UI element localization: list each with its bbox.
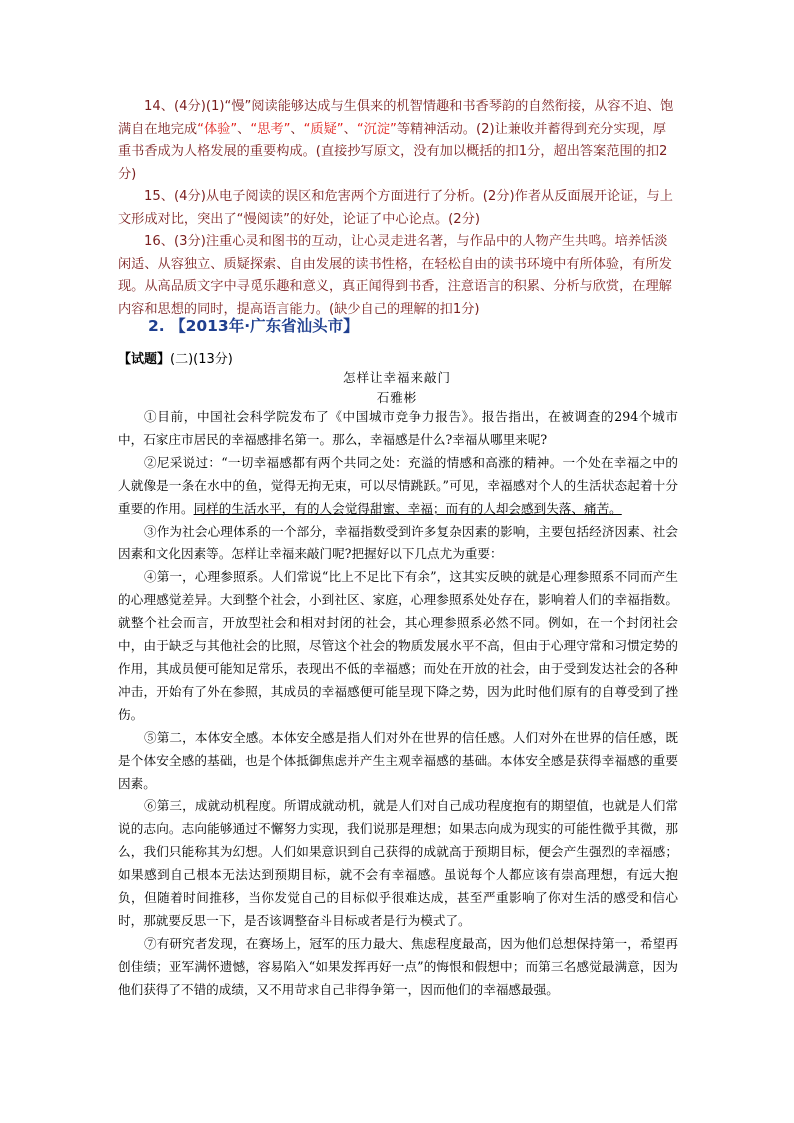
section-heading: 2. 【2013年·广东省汕头市】 bbox=[148, 317, 359, 335]
answer-14 bbox=[118, 96, 678, 186]
question-tag: 【试题】 bbox=[118, 352, 171, 367]
answer-16: 16、(3分)注重心灵和图书的互动，让心灵走进名著，与作品中的人物产生共鸣。培养恬淡闲适、从容独立、质疑探索、自由发展的读书性格，在轻松自由的读书环境中有所体验，有所发现。从高品质文字中寻觅乐趣和意义，真正闻得到书香，注意语言的积累、分析与欣赏，在理解内容和思想的同时，提高语言能力。(缺少自己的理解的扣1分) bbox=[118, 234, 672, 317]
separator: 、 bbox=[290, 121, 304, 137]
answer-15: 15、(4分)从电子阅读的误区和危害两个方面进行了分析。(2分)作者从反面展开论证，与上文形成对比，突出了“慢阅读”的好处，论证了中心论点。(2分) bbox=[118, 189, 673, 227]
keyword-zhiyi: “质疑” bbox=[303, 121, 344, 137]
answer-14-text-rest: 等精神活动。(2)让兼收并蓄得到充分实现，厚重书香成为人格发展的重要构成。(直接抄写原文，没有加以概括的扣1分，超出答案范围的扣2分) bbox=[118, 121, 668, 182]
paragraph-3: ③作为社会心理体系的一个部分，幸福指数受到许多复杂因素的影响，主要包括经济因素、社会因素和文化因素等。怎样让幸福来敲门呢?把握好以下几点尤为重要： bbox=[118, 523, 678, 562]
question-score: (二)(13分) bbox=[170, 352, 233, 367]
answer-14-text: 14、(4分)(1)“慢”阅读能够达成与生俱来的机智情趣和书香琴韵的自然衔接，从容不迫、饱满自在地完成 bbox=[118, 99, 674, 137]
article-title: 怎样让幸福来敲门 bbox=[342, 370, 451, 385]
question-label bbox=[118, 348, 233, 367]
article-author: 石雅彬 bbox=[376, 390, 418, 405]
paragraph-2 bbox=[118, 452, 678, 521]
answer-section bbox=[118, 96, 678, 321]
paragraph-5: ⑤第二，本体安全感。本体安全感是指人们对外在世界的信任感。人们对外在世界的信任感，既是个体安全感的基础，也是个体抵御焦虑并产生主观幸福感的基础。本体安全感是获得幸福感的重要因素。 bbox=[118, 729, 678, 791]
paragraph-7: ⑦有研究者发现，在赛场上，冠军的压力最大、焦虑程度最高，因为他们总想保持第一，希望再创佳绩；亚军满怀遗憾，容易陷入“如果发挥再好一点”的悔恨和假想中；而第三名感觉最满意，因为他们获得了不错的成绩，又不用苛求自己非得争第一，因而他们的幸福感最强。 bbox=[118, 935, 678, 997]
keyword-tiyan: “体验” bbox=[197, 121, 238, 137]
article-body bbox=[118, 406, 678, 1002]
paragraph-4: ④第一，心理参照系。人们常说“比上不足比下有余”，这其实反映的就是心理参照系不同而产生的心理感觉差异。大到整个社会，小到社区、家庭，心理参照系处处存在，影响着人们的幸福指数。就整个社会而言，开放型社会和相对封闭的社会，其心理参照系必然不同。例如，在一个封闭社会中，由于缺乏与其他社会的比照，尽管这个社会的物质发展水平不高，但由于心理守常和习惯定势的作用，其成员便可能知足常乐，表现出不低的幸福感；而处在开放的社会，由于受到发达社会的各种冲击，开始有了外在参照，其成员的幸福感便可能呈现下降之势，因为此时他们原有的自尊受到了挫伤。 bbox=[118, 569, 678, 722]
underlined-sentence: 同样的生活水平，有的人会觉得甜蜜、幸福；而有的人却会感到失落、痛苦。 bbox=[193, 500, 622, 516]
paragraph-1: ①目前，中国社会科学院发布了《中国城市竞争力报告》。报告指出，在被调查的294个城市中，石家庄市居民的幸福感排名第一。那么，幸福感是什么?幸福从哪里来呢? bbox=[118, 409, 678, 447]
keyword-chendian: “沉淀” bbox=[356, 121, 397, 137]
paragraph-2-text: ②尼采说过：“一切幸福感都有两个共同之处：充溢的情感和高涨的精神。一个处在幸福之中的人就像是一条在水中的鱼，觉得无拘无束，可以尽情跳跃。”可见，幸福感对个人的生活状态起着十分重要的作用。 bbox=[118, 454, 678, 516]
separator: 、 bbox=[343, 121, 357, 137]
separator: 、 bbox=[237, 121, 251, 137]
keyword-sikao: “思考” bbox=[250, 121, 291, 137]
paragraph-6: ⑥第三，成就动机程度。所谓成就动机，就是人们对自己成功程度抱有的期望值，也就是人们常说的志向。志向能够通过不懈努力实现，我们说那是理想；如果志向成为现实的可能性微乎其微，那么，我们只能称其为幻想。人们如果意识到自己获得的成就高于预期目标，便会产生强烈的幸福感；如果感到自己根本无法达到预期目标，就不会有幸福感。虽说每个人都应该有崇高理想，有远大抱负，但随着时间推移，当你发觉自己的目标似乎很难达成，甚至严重影响了你对生活的感受和信心时，那就要反思一下，是否该调整奋斗目标或者是行为模式了。 bbox=[118, 798, 678, 928]
